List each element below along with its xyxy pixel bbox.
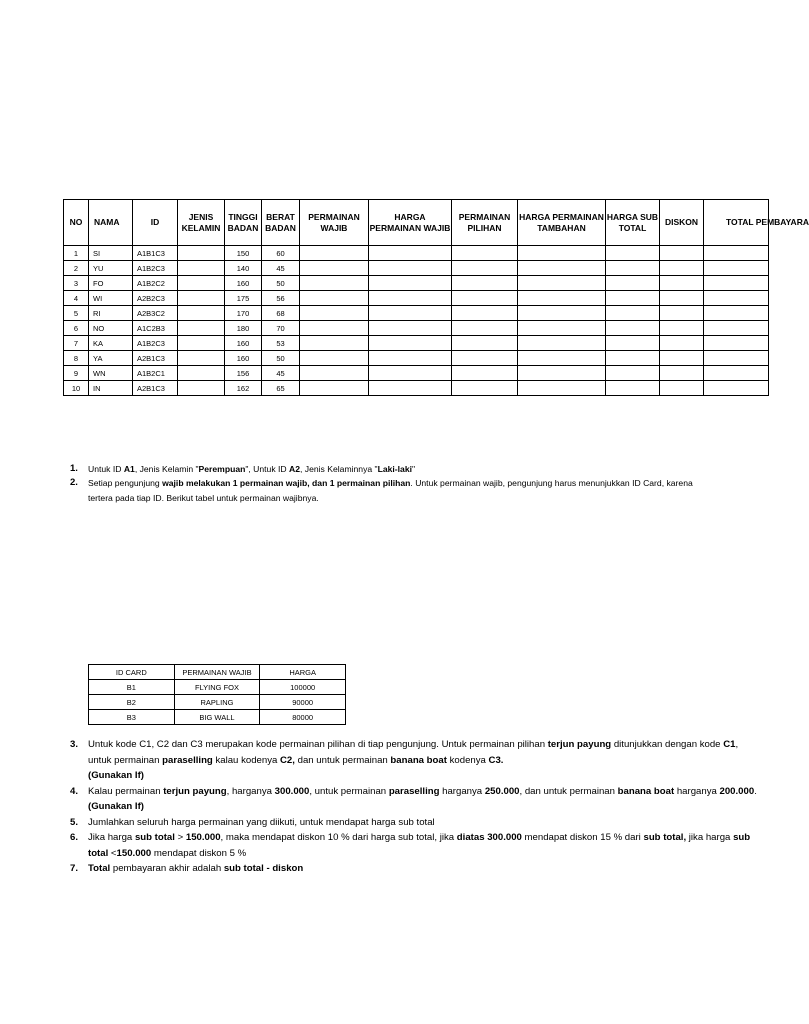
table-cell [660, 291, 704, 306]
table-cell [606, 351, 660, 366]
table-cell [704, 291, 769, 306]
header-permainan-wajib: PERMAINAN WAJIB [300, 200, 369, 246]
table-cell: 80000 [260, 710, 346, 725]
table-cell: 65 [262, 381, 300, 396]
card-table-header-row [89, 665, 346, 680]
table-cell: 160 [225, 351, 262, 366]
table-cell [518, 291, 606, 306]
table-cell: A2B2C3 [133, 291, 178, 306]
table-cell: 53 [262, 336, 300, 351]
table-cell [369, 321, 452, 336]
note-text: Total pembayaran akhir adalah sub total - diskon [88, 863, 304, 874]
table-cell: 45 [262, 366, 300, 381]
table-cell [606, 261, 660, 276]
table-cell [518, 381, 606, 396]
table-cell [518, 246, 606, 261]
table-cell: 6 [64, 321, 89, 336]
table-row [64, 321, 769, 336]
table-row [64, 246, 769, 261]
table-cell [518, 306, 606, 321]
table-cell [178, 366, 225, 381]
note-text: Untuk kode C1, C2 dan C3 merupakan kode permainan pilihan di tiap pengunjung. Untuk permainan pilihan terjun payung ditunjukkan dengan kode C1, untuk permainan paraselling kalau kodenya C2, dan untuk permainan banana boat kodenya C3. (Gunakan If) [88, 739, 739, 781]
table-cell [369, 276, 452, 291]
table-cell [518, 321, 606, 336]
table-cell [660, 336, 704, 351]
table-cell [178, 306, 225, 321]
table-cell: 160 [225, 276, 262, 291]
table-cell [518, 351, 606, 366]
notes-top [70, 462, 760, 506]
table-cell [452, 366, 518, 381]
table-cell: A1C2B3 [133, 321, 178, 336]
table-cell [452, 276, 518, 291]
table-cell [178, 336, 225, 351]
table-cell [300, 291, 369, 306]
table-row [64, 276, 769, 291]
note-7 [70, 861, 760, 877]
header-diskon: DISKON [660, 200, 704, 246]
table-cell [606, 306, 660, 321]
table-header-row [64, 200, 769, 246]
header-harga-permainan-wajib: HARGA PERMAINAN WAJIB [369, 200, 452, 246]
table-cell: 160 [225, 336, 262, 351]
table-cell: RAPLING [174, 695, 260, 710]
table-cell: B2 [89, 695, 175, 710]
table-cell: 170 [225, 306, 262, 321]
table-cell [660, 261, 704, 276]
table-cell [606, 336, 660, 351]
table-cell [452, 291, 518, 306]
table-cell: YA [89, 351, 133, 366]
table-row [89, 695, 346, 710]
table-cell: 4 [64, 291, 89, 306]
table-cell [452, 261, 518, 276]
table-cell [660, 381, 704, 396]
table-cell: NO [89, 321, 133, 336]
table-cell [178, 321, 225, 336]
table-cell [452, 336, 518, 351]
table-cell: A1B2C1 [133, 366, 178, 381]
note-number: 5. [70, 816, 79, 828]
note-5 [70, 815, 760, 831]
table-cell [369, 291, 452, 306]
note-1 [70, 462, 760, 476]
table-cell: WN [89, 366, 133, 381]
header-harga-permainan-tambahan: HARGA PERMAINAN TAMBAHAN [518, 200, 606, 246]
note-3 [70, 737, 760, 784]
table-row [64, 366, 769, 381]
table-cell: 7 [64, 336, 89, 351]
header-jenis-kelamin: JENIS KELAMIN [178, 200, 225, 246]
table-cell: 156 [225, 366, 262, 381]
table-cell [704, 261, 769, 276]
table-cell [704, 321, 769, 336]
table-cell: 175 [225, 291, 262, 306]
note-4 [70, 784, 760, 815]
table-cell [369, 336, 452, 351]
table-cell [660, 366, 704, 381]
header-id: ID [133, 200, 178, 246]
header-harga-sub-total: HARGA SUB TOTAL [606, 200, 660, 246]
table-cell: 162 [225, 381, 262, 396]
table-cell: 8 [64, 351, 89, 366]
table-cell [178, 351, 225, 366]
table-cell [452, 321, 518, 336]
table-cell [452, 381, 518, 396]
table-cell [704, 336, 769, 351]
table-cell [178, 381, 225, 396]
header-permainan-wajib: PERMAINAN WAJIB [174, 665, 260, 680]
table-cell [300, 306, 369, 321]
header-tinggi-badan: TINGGI BADAN [225, 200, 262, 246]
table-row [64, 261, 769, 276]
table-cell [704, 306, 769, 321]
table-cell [300, 336, 369, 351]
table-cell [704, 381, 769, 396]
table-cell [300, 351, 369, 366]
table-cell: A1B1C3 [133, 246, 178, 261]
table-cell: SI [89, 246, 133, 261]
table-cell: 5 [64, 306, 89, 321]
table-cell: WI [89, 291, 133, 306]
table-cell [369, 381, 452, 396]
table-cell: 90000 [260, 695, 346, 710]
table-cell [300, 246, 369, 261]
table-cell: 45 [262, 261, 300, 276]
table-cell [660, 351, 704, 366]
participants-table [63, 199, 809, 396]
table-cell [300, 321, 369, 336]
table-cell [178, 276, 225, 291]
table-cell [606, 246, 660, 261]
table-cell [704, 246, 769, 261]
table-cell: RI [89, 306, 133, 321]
table-cell: 50 [262, 351, 300, 366]
note-number: 4. [70, 785, 79, 797]
table-cell: 70 [262, 321, 300, 336]
header-id-card: ID CARD [89, 665, 175, 680]
table-row [64, 351, 769, 366]
note-text: Jika harga sub total > 150.000, maka mendapat diskon 10 % dari harga sub total, jika diatas 300.000 mendapat diskon 15 % dari sub total, jika harga sub total <150.000 mendapat diskon 5 % [88, 832, 751, 859]
note-number: 3. [70, 739, 79, 750]
table-row [64, 291, 769, 306]
table-cell: 50 [262, 276, 300, 291]
table-cell: 56 [262, 291, 300, 306]
table-cell: FLYING FOX [174, 680, 260, 695]
table-cell: A1B2C3 [133, 261, 178, 276]
table-cell: 9 [64, 366, 89, 381]
header-no: NO [64, 200, 89, 246]
table-cell [704, 351, 769, 366]
table-cell [178, 261, 225, 276]
table-cell [606, 366, 660, 381]
table-cell [178, 246, 225, 261]
table-cell [452, 306, 518, 321]
table-cell [660, 246, 704, 261]
table-cell [518, 336, 606, 351]
table-cell: IN [89, 381, 133, 396]
table-cell: YU [89, 261, 133, 276]
note-text: Setiap pengunjung wajib melakukan 1 permainan wajib, dan 1 permainan pilihan. Untuk permainan wajib, pengunjung harus menunjukkan ID Card, karena tertera pada tiap ID. Berikut tabel untuk permainan wajibnya. [88, 478, 693, 503]
table-cell: 3 [64, 276, 89, 291]
table-cell [518, 276, 606, 291]
note-6 [70, 830, 760, 861]
table-cell: A1B2C3 [133, 336, 178, 351]
id-card-table [88, 664, 346, 725]
table-cell: 68 [262, 306, 300, 321]
table-cell: 100000 [260, 680, 346, 695]
table-cell [660, 276, 704, 291]
header-nama: NAMA [89, 200, 133, 246]
table-cell [452, 246, 518, 261]
table-cell [518, 261, 606, 276]
header-permainan-pilihan: PERMAINAN PILIHAN [452, 200, 518, 246]
table-cell: A2B3C2 [133, 306, 178, 321]
table-cell: BIG WALL [174, 710, 260, 725]
table-cell [704, 276, 769, 291]
table-cell: 2 [64, 261, 89, 276]
note-text: Untuk ID A1, Jenis Kelamin "Perempuan", Untuk ID A2, Jenis Kelaminnya "Laki-laki" [88, 464, 416, 474]
table-cell: 1 [64, 246, 89, 261]
table-cell [660, 321, 704, 336]
table-row [64, 381, 769, 396]
table-cell [300, 366, 369, 381]
table-cell [300, 261, 369, 276]
table-cell [704, 366, 769, 381]
table-cell: KA [89, 336, 133, 351]
table-cell [606, 381, 660, 396]
table-cell [660, 306, 704, 321]
notes-bottom [70, 737, 760, 877]
table-cell [452, 351, 518, 366]
note-text: Kalau permainan terjun payung, harganya 300.000, untuk permainan paraselling harganya 250.000, dan untuk permainan banana boat harganya 200.000. (Gunakan If) [88, 785, 757, 812]
table-cell: A2B1C3 [133, 381, 178, 396]
note-number: 7. [70, 863, 79, 874]
table-cell: A1B2C2 [133, 276, 178, 291]
table-cell [606, 321, 660, 336]
table-cell [300, 276, 369, 291]
table-cell: 180 [225, 321, 262, 336]
note-text: Jumlahkan seluruh harga permainan yang diikuti, untuk mendapat harga sub total [88, 816, 435, 828]
note-number: 2. [70, 477, 78, 488]
table-cell: B1 [89, 680, 175, 695]
table-cell: 150 [225, 246, 262, 261]
header-harga: HARGA [260, 665, 346, 680]
header-berat-badan: BERAT BADAN [262, 200, 300, 246]
table-row [64, 306, 769, 321]
table-cell [369, 306, 452, 321]
table-cell: 10 [64, 381, 89, 396]
table-cell [369, 351, 452, 366]
table-cell: 140 [225, 261, 262, 276]
table-cell [300, 381, 369, 396]
table-cell [178, 291, 225, 306]
note-number: 6. [70, 832, 79, 843]
table-row [89, 680, 346, 695]
table-cell: FO [89, 276, 133, 291]
table-row [89, 710, 346, 725]
table-cell [369, 261, 452, 276]
note-number: 1. [70, 463, 78, 474]
table-cell: B3 [89, 710, 175, 725]
table-cell [369, 366, 452, 381]
table-cell [518, 366, 606, 381]
table-cell [606, 291, 660, 306]
table-cell [606, 276, 660, 291]
header-total-pembayaran: TOTAL PEMBAYARA [704, 200, 769, 246]
table-cell: 60 [262, 246, 300, 261]
note-2 [70, 476, 700, 506]
table-row [64, 336, 769, 351]
table-cell [369, 246, 452, 261]
table-cell: A2B1C3 [133, 351, 178, 366]
